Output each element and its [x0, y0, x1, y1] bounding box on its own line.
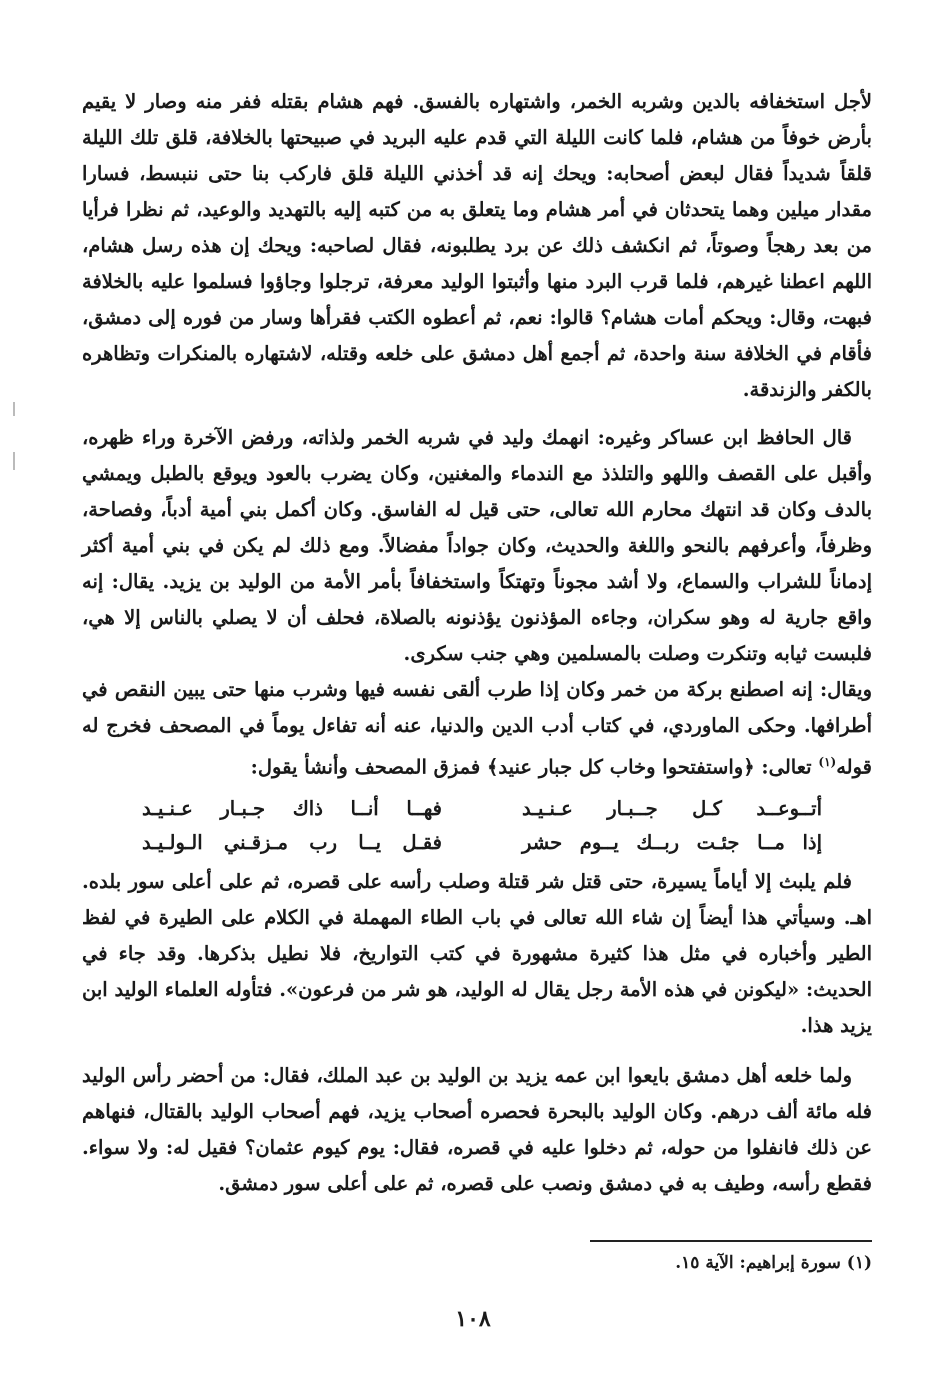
- footnote-marker: (١): [818, 755, 837, 769]
- paragraph-5: ولما خلعه أهل دمشق بايعوا ابن عمه يزيد بن الوليد بن عبد الملك، فقال: من أحضر رأس الوليد فله مائة ألف درهم. وكان الوليد بالبحرة فحصره أصحاب يزيد، فهم أصحاب الوليد بالقتال، فنهاهم عن ذلك فانفلوا من حوله، ثم دخلوا عليه في قصره، فقال: يوم كيوم عثمان؟ فقيل له: ولا سواء. فقطع رأسه، وطيف به في دمشق ونصب على قصره، ثم على أعلى سور دمشق.: [82, 1063, 872, 1195]
- footnote: (١) سورة إبراهيم: الآية ١٥.: [675, 1253, 872, 1273]
- paragraph-3-text: ويقال: إنه اصطنع بركة من خمر وكان إذا طرب ألقى نفسه فيها وشرب منها حتى يبين النقص في أطرافها. وحكى الماوردي، في كتاب أدب الدين والدنيا، عنه أنه تفاءل يوماً في المصحف فخرج له قوله: [82, 678, 872, 779]
- paragraph-1: لأجل استخفافه بالدين وشربه الخمر، واشتهاره بالفسق. فهم هشام بقتله ففر منه وصار لا يقيم بأرض خوفاً من هشام، فلما كانت الليلة التي قدم عليه البريد في صبيحتها بالخلافة، قلق تلك الليلة قلقاً شديداً فقال لبعض أصحابه: ويحك إنه قد أخذني الليلة قلق فاركب بنا حتى ننبسط، فسارا مقدار ميلين وهما يتحدثان في أمر هشام وما يتعلق به من كتبه إليه بالتهديد والوعيد، ثم نظرا فرأيا من بعد رهجاً وصوتاً، ثم انكشف ذلك عن برد يطلبونه، فقال لصاحبه: ويحك إن هذه رسل هشام، اللهم اعطنا غيرهم، فلما قرب البرد منها وأثبتوا الوليد معرفة، ترجلوا وجاؤوا فسلموا عليه بالخلافة فبهت، وقال: ويحكم أمات هشام؟ قالوا: نعم، ثم أعطوه الكتب فقرأها وسار من فوره إلى دمشق، فأقام في الخلافة سنة واحدة، ثم أجمع أهل دمشق على خلعه وقتله، لاشتهاره بالمنكرات وتظاهره بالكفر والزندقة.: [82, 90, 872, 401]
- paragraph-3: [82, 672, 872, 786]
- paragraph-4: فلم يلبث إلا أياماً يسيرة، حتى قتل شر قتلة وصلب رأسه على قصره، ثم على أعلى سور بلده. اهـ. وسيأتي هذا أيضاً إن شاء الله تعالى في باب الطاء المهملة في الكلام على الطيرة في لفظ الطير وأخباره في مثل هذا كثيرة مشهورة في كتب التواريخ، فلا نطيل بذكرها. وقد جاء في الحديث: «ليكونن في هذه الأمة رجل يقال له الوليد، هو شر من فرعون». فتأوله العلماء الوليد ابن يزيد هذا.: [82, 869, 872, 1037]
- poem-hemistich-left: فقـل يــا رب مـزقـني الـولـيـد: [142, 830, 442, 854]
- scan-margin-mark-top: [13, 402, 15, 416]
- paragraph-3-end: فمزق المصحف وأنشأ يقول:: [250, 755, 487, 779]
- poem: [82, 792, 872, 860]
- page-body: [82, 84, 872, 1202]
- footnote-divider: [590, 1240, 872, 1242]
- paragraph-3-after-marker: تعالى:: [754, 755, 819, 779]
- poem-verse: [82, 826, 872, 860]
- page-number: ١٠٨: [455, 1306, 491, 1332]
- poem-hemistich-right: إذا مــا جئـت ربــك يــوم حشر: [522, 830, 822, 854]
- paragraph-2: قال الحافظ ابن عساكر وغيره: انهمك وليد في شربه الخمر ولذاته، ورفض الآخرة وراء ظهره، وأقبل على القصف واللهو والتلذذ مع الندماء والمغنين، وكان يضرب بالعود ويوقع بالطبل ويمشي بالدف وكان قد انتهك محارم الله تعالى، حتى قيل له الفاسق. وكان أكمل بني أمية أدباً، وفصاحة، وظرفاً، وأعرفهم بالنحو واللغة والحديث، وكان جواداً مفضالاً. ومع ذلك لم يكن في بني أمية أكثر إدماناً للشراب والسماع، ولا أشد مجوناً وتهتكاً واستخفافاً بأمر الأمة من الوليد بن يزيد. يقال: إنه واقع جارية له وهو سكران، وجاءه المؤذنون يؤذنونه بالصلاة، فحلف أن لا يصلي بالناس إلا هي، فلبست ثيابه وتنكرت وصلت بالمسلمين وهي جنب سكرى.: [82, 426, 872, 665]
- poem-hemistich-left: فهــا أنــا ذاك جـبـار عـنـيـد: [142, 796, 442, 820]
- quran-verse: ﴿واستفتحوا وخاب كل جبار عنيد﴾: [486, 755, 755, 779]
- poem-hemistich-right: أتــوعــد كـل جــبـار عـنـيـد: [522, 796, 822, 820]
- scan-margin-mark-bottom: [13, 452, 15, 470]
- poem-verse: [82, 792, 872, 826]
